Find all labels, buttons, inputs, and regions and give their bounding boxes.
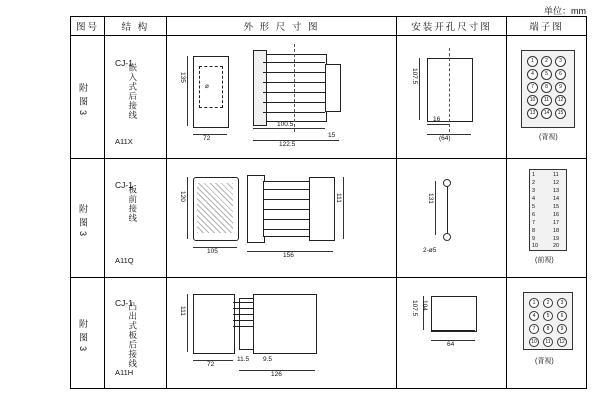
front-view-mark: ⌀	[205, 83, 209, 90]
pin-line-e	[233, 326, 253, 327]
pin-line-b	[233, 308, 253, 309]
structure-code: A11X	[115, 136, 133, 146]
terminal-pin: 12	[553, 180, 560, 186]
dim-95: 9.5	[263, 356, 273, 363]
structure-code: A11Q	[115, 256, 134, 266]
dim-131-line	[435, 181, 436, 235]
model-label: CJ-1	[115, 297, 133, 308]
terminal-pin: 18	[553, 228, 560, 234]
terminal-pin: 15	[555, 108, 566, 119]
unit-note: 单位：mm	[544, 6, 586, 16]
cell-terminal-3	[507, 278, 587, 389]
fig-no-text: 附 图 3	[78, 204, 88, 238]
terminal-drawing-2	[507, 159, 586, 277]
header-terminal: 端子图	[507, 17, 587, 36]
pin-line-d	[233, 320, 253, 321]
outline-drawing-3	[167, 278, 396, 388]
terminal-pin: 6	[532, 212, 536, 218]
terminal-pin: 13	[553, 188, 560, 194]
header-fig-no: 图号	[71, 17, 105, 36]
terminal-pin: 8	[532, 228, 536, 234]
dim-131: 131	[427, 193, 434, 204]
table-row	[71, 278, 587, 389]
outline-drawing-1	[167, 36, 396, 158]
dim-16-line	[427, 124, 449, 125]
side-body	[253, 294, 317, 354]
dim-105: 105	[207, 248, 218, 255]
cell-fig-no-3	[71, 278, 105, 389]
fig-no-text: 附 图 3	[78, 83, 88, 117]
cell-structure-1	[105, 36, 167, 159]
dim-115: 11.5	[237, 356, 250, 363]
header-hole: 安装开孔尺寸图	[397, 17, 507, 36]
terminal-pin: 3	[532, 188, 536, 194]
dim-72: 72	[207, 361, 215, 368]
pin-line-a	[233, 302, 253, 303]
hole-drawing-3	[397, 278, 506, 388]
dim-111-line	[187, 294, 188, 352]
terminal-pin: 20	[553, 243, 560, 249]
hole-rect	[431, 296, 477, 332]
structure-desc: 凸出式板后接线	[127, 302, 138, 369]
cell-structure-3	[105, 278, 167, 389]
dim-126: 126	[271, 371, 282, 378]
terminal-pin: 5	[532, 204, 536, 210]
mounting-hole	[443, 233, 451, 241]
terminal-pin: 7	[529, 324, 539, 334]
hole-drawing-1	[397, 36, 506, 158]
terminal-pin: 9	[532, 236, 536, 242]
terminal-pin: 13	[527, 108, 538, 119]
terminal-pin: 11	[541, 95, 552, 106]
dim-16: 16	[433, 116, 441, 123]
terminal-pin: 11	[543, 337, 553, 347]
cell-fig-no-1	[71, 36, 105, 159]
terminal-pin: 2	[543, 298, 553, 308]
dim-1005-line	[253, 128, 325, 129]
dim-111-line	[343, 177, 344, 239]
center-line-side	[294, 44, 295, 132]
terminal-drawing-1	[507, 36, 586, 158]
terminal-pin: 10	[529, 337, 539, 347]
terminal-pin: 1	[532, 172, 536, 178]
terminal-pin: 14	[541, 108, 552, 119]
cell-terminal-2	[507, 159, 587, 278]
pin-line-c	[233, 314, 253, 315]
side-line-d	[263, 219, 309, 220]
terminal-pin: 6	[557, 311, 567, 321]
side-view-terminal-block	[325, 64, 341, 112]
cell-outline-3	[167, 278, 397, 389]
header-outline: 外 形 尺 寸 图	[167, 17, 397, 36]
terminal-pin: 6	[555, 69, 566, 80]
dim-120-line	[187, 177, 188, 239]
terminal-pin: 2	[532, 180, 536, 186]
dim-111: 111	[179, 306, 186, 316]
side-line-c	[263, 209, 309, 210]
model-label: CJ-1	[115, 180, 133, 191]
terminal-pin: 4	[532, 196, 536, 202]
cell-hole-2	[397, 159, 507, 278]
side-line-b	[263, 199, 309, 200]
terminal-pin: 5	[543, 311, 553, 321]
terminal-pin: 1	[527, 56, 538, 67]
terminal-pin: 4	[529, 311, 539, 321]
cell-outline-2	[167, 159, 397, 278]
hole-base-line	[431, 330, 475, 331]
terminal-pin: 4	[527, 69, 538, 80]
terminal-pin: 1	[529, 298, 539, 308]
side-line-e	[263, 229, 309, 230]
terminal-pin: 8	[543, 324, 553, 334]
terminal-pin: 10	[532, 243, 539, 249]
dim-64: 64	[447, 341, 455, 348]
cell-hole-1	[397, 36, 507, 159]
terminal-pin: 3	[557, 298, 567, 308]
terminal-pin: 7	[527, 82, 538, 93]
structure-desc: 嵌入式后接线	[127, 62, 138, 120]
terminal-pin: 5	[541, 69, 552, 80]
terminal-view-caption: (前视)	[535, 257, 554, 264]
header-structure: 结 构	[105, 17, 167, 36]
structure-desc: 板前接线	[127, 184, 138, 223]
hole-drawing-2	[397, 159, 506, 277]
model-label: CJ-1	[115, 57, 133, 68]
dim-1075: 107.5	[411, 300, 418, 317]
dim-104: 104	[421, 300, 428, 311]
terminal-pin: 9	[555, 82, 566, 93]
terminal-pin: 12	[555, 95, 566, 106]
mounting-hole	[443, 179, 451, 187]
spec-table	[70, 16, 587, 389]
terminal-pin: 15	[553, 204, 560, 210]
terminal-pin: 12	[557, 337, 567, 347]
dim-64: (64)	[439, 135, 451, 142]
cell-structure-2	[105, 159, 167, 278]
dim-135: 135	[179, 72, 186, 83]
cell-fig-no-2	[71, 159, 105, 278]
hole-rect	[427, 58, 473, 122]
dim-1075: 107.5	[411, 68, 418, 85]
terminal-pin: 19	[553, 236, 560, 242]
dim-1005: 100.5	[277, 121, 294, 128]
table-row	[71, 159, 587, 278]
terminal-pin: 9	[557, 324, 567, 334]
terminal-pin: 16	[553, 212, 560, 218]
terminal-view-caption: (背视)	[535, 358, 554, 365]
terminal-pin: 11	[553, 172, 559, 178]
front-view-body	[193, 294, 235, 354]
cell-hole-3	[397, 278, 507, 389]
terminal-pin: 17	[553, 220, 560, 226]
dim-2xd5: 2-ø5	[423, 247, 437, 254]
terminal-pin: 14	[553, 196, 560, 202]
dim-15: 15	[328, 132, 336, 139]
cell-outline-1	[167, 36, 397, 159]
dim-1075-line	[419, 58, 420, 120]
hole-center-v	[449, 48, 450, 132]
terminal-pin: 3	[555, 56, 566, 67]
structure-code: A11H	[115, 368, 134, 377]
dim-156: 156	[283, 252, 294, 259]
dim-72: 72	[203, 135, 211, 142]
terminal-view-caption: (背视)	[539, 134, 558, 141]
fig-no-text: 附 图 3	[78, 319, 88, 353]
table-row	[71, 36, 587, 159]
dim-111: 111	[335, 193, 342, 203]
outline-drawing-2	[167, 159, 396, 277]
terminal-pin: 7	[532, 220, 536, 226]
terminal-drawing-3	[507, 278, 586, 388]
side-rear-cover	[309, 177, 335, 241]
dim-120: 120	[179, 191, 186, 202]
dim-135-line	[187, 56, 188, 126]
hole-axis	[447, 181, 448, 237]
front-view-window	[199, 66, 223, 108]
dim-1225-line	[253, 140, 339, 141]
cell-terminal-1	[507, 36, 587, 159]
side-line-a	[263, 189, 309, 190]
terminal-pin: 2	[541, 56, 552, 67]
terminal-pin: 10	[527, 95, 538, 106]
front-view-grille	[197, 183, 233, 233]
dim-1225: 122.5	[279, 141, 296, 148]
terminal-pin: 8	[541, 82, 552, 93]
table-header-row	[71, 17, 587, 36]
